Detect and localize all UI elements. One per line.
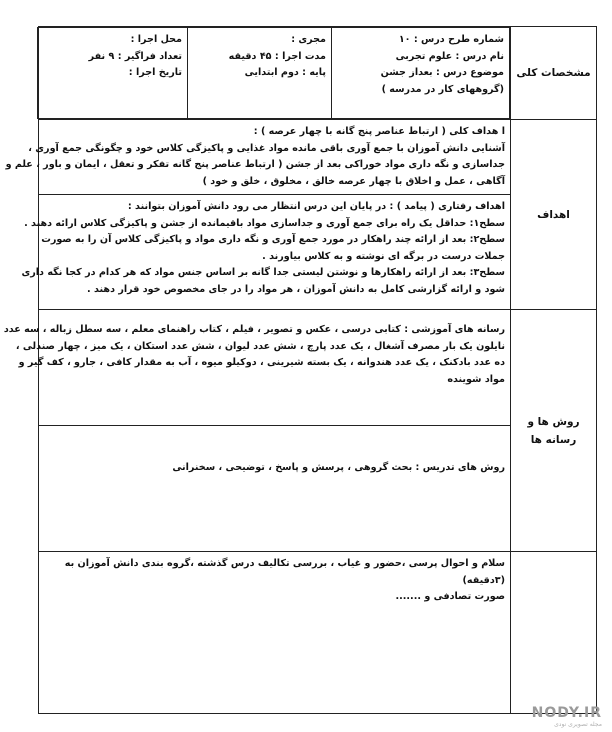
place-info <box>38 28 188 119</box>
executor-info <box>188 28 332 119</box>
general-goals-line: آگاهی ، عمل و اخلاق با چهار عرصه خالق ، مخلوق ، خلق و خود ) <box>202 175 505 187</box>
lesson-plan-table <box>3 26 597 714</box>
behavioral-goals-line: سطح۳: بعد از ارائه راهکارها و نوشتن لیستی جدا گانه بر اساس جنس مواد که هر کدام در کجا نگه داری <box>21 267 505 279</box>
lesson-plan-page <box>3 26 596 712</box>
watermark-text: NODY.IR <box>531 705 602 721</box>
general-goals-line: جداسازی و نگه داری مواد خوراکی بعد از جشن ( ارتباط عناصر پنج گانه تفکر و تعقل ، ایمان و باور ، علم و <box>5 159 505 171</box>
general-goals-line: ا هداف کلی ( ارتباط عناصر پنج گانه با چهار عرصه ) : <box>253 126 505 137</box>
intro-line: سلام و احوال پرسی ،حضور و غیاب ، بررسی تکالیف درس گذشته ،گروه بندی دانش آموزان به <box>64 558 505 569</box>
duration: مدت اجرا : ۴۵ دقیقه <box>228 50 326 62</box>
lesson-info <box>332 28 510 119</box>
media-section <box>3 310 510 426</box>
place: محل اجرا : <box>130 34 182 45</box>
lesson-topic-detail: (گروههای کار در مدرسه ) <box>381 83 504 95</box>
executor: مجری : <box>291 34 326 45</box>
teaching-methods: روش های تدریس : بحث گروهی ، پرسش و پاسخ ، توضیحی ، سخنرانی <box>172 462 505 473</box>
teaching-methods-section <box>39 426 510 551</box>
behavioral-goals-line: اهداف رفتاری ( پیامد ) : در پایان این درس انتظار می رود دانش آموزان بتوانند : <box>127 201 505 212</box>
grade: پایه : دوم ابتدایی <box>244 67 326 79</box>
lesson-number: شماره طرح درس : ۱۰ <box>398 34 504 45</box>
general-specs-label: مشخصات کلی <box>511 27 597 120</box>
media-line: نایلون یک بار مصرف آشغال ، یک عدد پارچ ، شش عدد لیوان ، شش عدد استکان ، یک میز ، چهار صندلی ، <box>15 340 505 352</box>
media-line: مواد شوینده <box>447 373 505 385</box>
intro-line: صورت تصادفی و ....... <box>395 591 505 603</box>
date: تاریخ اجرا : <box>128 67 182 79</box>
behavioral-goals-line: جملات درست در برگه ای نوشته و به کلاس بیاورند . <box>262 250 505 262</box>
watermark-subtext: مجله تصویری نودی <box>554 721 602 728</box>
intro-label-cell <box>511 552 597 714</box>
behavioral-goals <box>21 195 510 299</box>
general-goals-line: آشنایی دانش آموزان با جمع آوری باقی مانده مواد غذایی و پاکیزگی کلاس خود و چگونگی جمع آوری ، <box>28 142 505 154</box>
behavioral-goals-line: سطح۲: بعد از ارائه چند راهکار در مورد جمع آوری و نگه داری مواد و پاکیزگی کلاس آن را به صورت <box>41 234 505 246</box>
methods-label <box>511 310 597 552</box>
subject-name: نام درس : علوم تجربی <box>395 50 504 62</box>
learner-count: تعداد فراگیر : ۹ نفر <box>88 50 182 62</box>
methods-label-line1: روش ها و <box>527 415 580 428</box>
lesson-topic: موضوع درس : بعداز جشن <box>380 67 504 79</box>
media-line: ده عدد بادکنک ، یک عدد هندوانه ، یک بسته شیرینی ، دوکیلو میوه ، آب به مقدار کافی ، جارو ، کف گیر و <box>18 357 505 369</box>
goals-label: اهداف <box>511 120 597 310</box>
media-line: رسانه های آموزشی : کتابی درسی ، عکس و تصویر ، فیلم ، کتاب راهنمای معلم ، سه سطل زباله ، سه عدد <box>3 324 505 335</box>
behavioral-goals-line: سطح۱: حداقل یک راه برای جمع آوری و جداسازی مواد باقیمانده از جشن و پاکیزگی کلاس ارائه دهند . <box>24 217 505 229</box>
general-goals <box>5 120 510 195</box>
intro-line: (۳دقیقه) <box>462 574 505 586</box>
site-watermark <box>532 705 602 728</box>
intro-section <box>39 552 511 714</box>
behavioral-goals-line: شود و ارائه گزارشی کامل به دانش آموزان ، هر مواد را در جای مخصوص خود قرار دهند . <box>86 283 505 295</box>
methods-label-line2: رسانه ها <box>530 433 577 446</box>
